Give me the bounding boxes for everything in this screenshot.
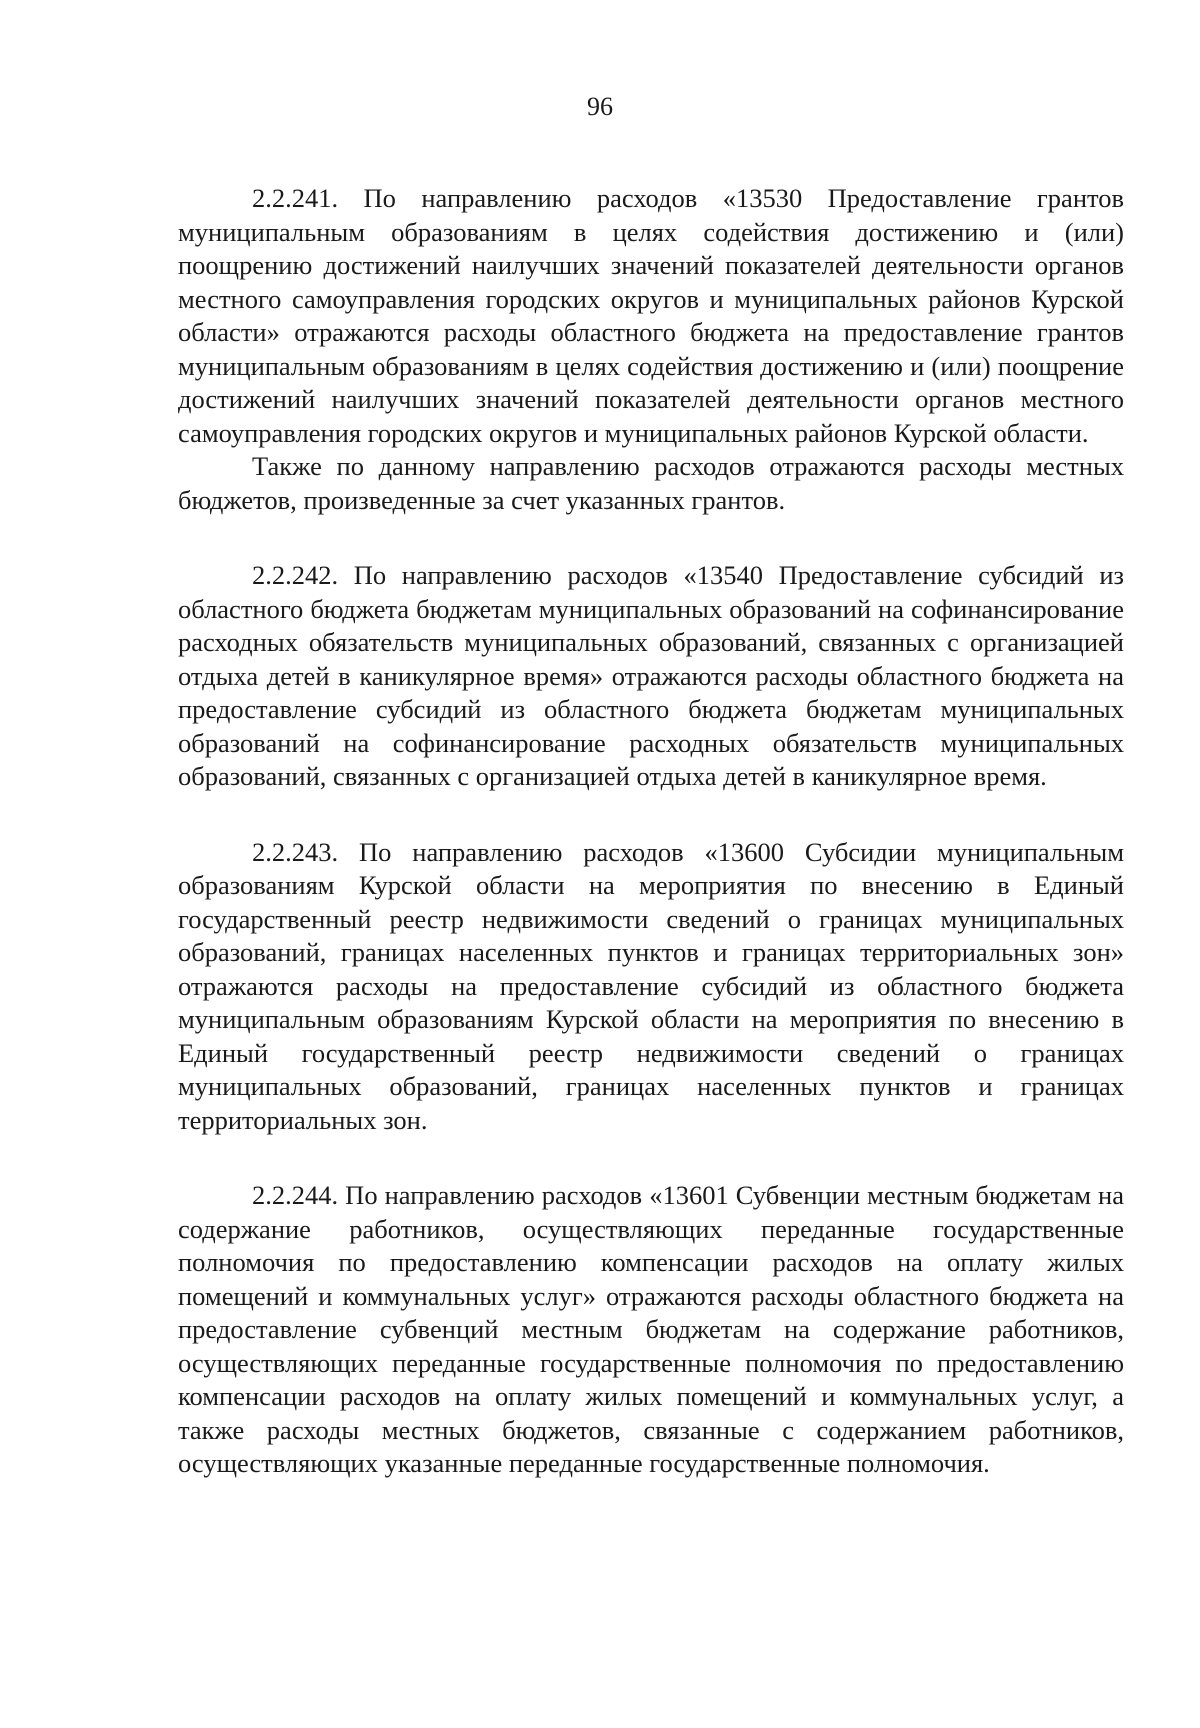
section-2-2-244: [178, 1179, 1124, 1481]
section-2-2-243: [178, 836, 1124, 1138]
paragraph: 2.2.241. По направлению расходов «13530 Предоставление грантов муниципальным образованиям в целях содействия достижению и (или) поощрению достижений наилучших значений показателей деятельности органов местного самоуправления городских округов и муниципальных районов Курской области» отражаются расходы областного бюджета на предоставление грантов муниципальным образованиям в целях содействия достижению и (или) поощрение достижений наилучших значений показателей деятельности органов местного самоуправления городских округов и муниципальных районов Курской области.: [178, 183, 1124, 448]
section-spacer: [178, 517, 1124, 559]
section-2-2-241: [178, 182, 1124, 517]
section-spacer: [178, 794, 1124, 836]
page-number: 96: [587, 92, 613, 121]
section-2-2-242: [178, 559, 1124, 794]
paragraph: 2.2.242. По направлению расходов «13540 Предоставление субсидий из областного бюджета бюджетам муниципальных образований на софинансирование расходных обязательств муниципальных образований, связанных с организацией отдыха детей в каникулярное время» отражаются расходы областного бюджета на предоставление субсидий из областного бюджета бюджетам муниципальных образований на софинансирование расходных обязательств муниципальных образований, связанных с организацией отдыха детей в каникулярное время.: [178, 560, 1124, 791]
section-spacer: [178, 1137, 1124, 1179]
paragraph: 2.2.243. По направлению расходов «13600 Субсидии муниципальным образованиям Курской области на мероприятия по внесению в Единый государственный реестр недвижимости сведений о границах муниципальных образований, границах населенных пунктов и границах территориальных зон» отражаются расходы на предоставление субсидий из областного бюджета муниципальным образованиям Курской области на мероприятия по внесению в Единый государственный реестр недвижимости сведений о границах муниципальных образований, границах населенных пунктов и границах территориальных зон.: [178, 836, 1124, 1135]
document-body: [178, 182, 1124, 1481]
paragraph: Также по данному направлению расходов отражаются расходы местных бюджетов, произведенные за счет указанных грантов.: [178, 451, 1124, 515]
paragraph: 2.2.244. По направлению расходов «13601 Субвенции местным бюджетам на содержание работников, осуществляющих переданные государственные полномочия по предоставлению компенсации расходов на оплату жилых помещений и коммунальных услуг» отражаются расходы областного бюджета на предоставление субвенций местным бюджетам на содержание работников, осуществляющих переданные государственные полномочия по предоставлению компенсации расходов на оплату жилых помещений и коммунальных услуг, а также расходы местных бюджетов, связанные с содержанием работников, осуществляющих указанные переданные государственные полномочия.: [178, 1180, 1124, 1478]
